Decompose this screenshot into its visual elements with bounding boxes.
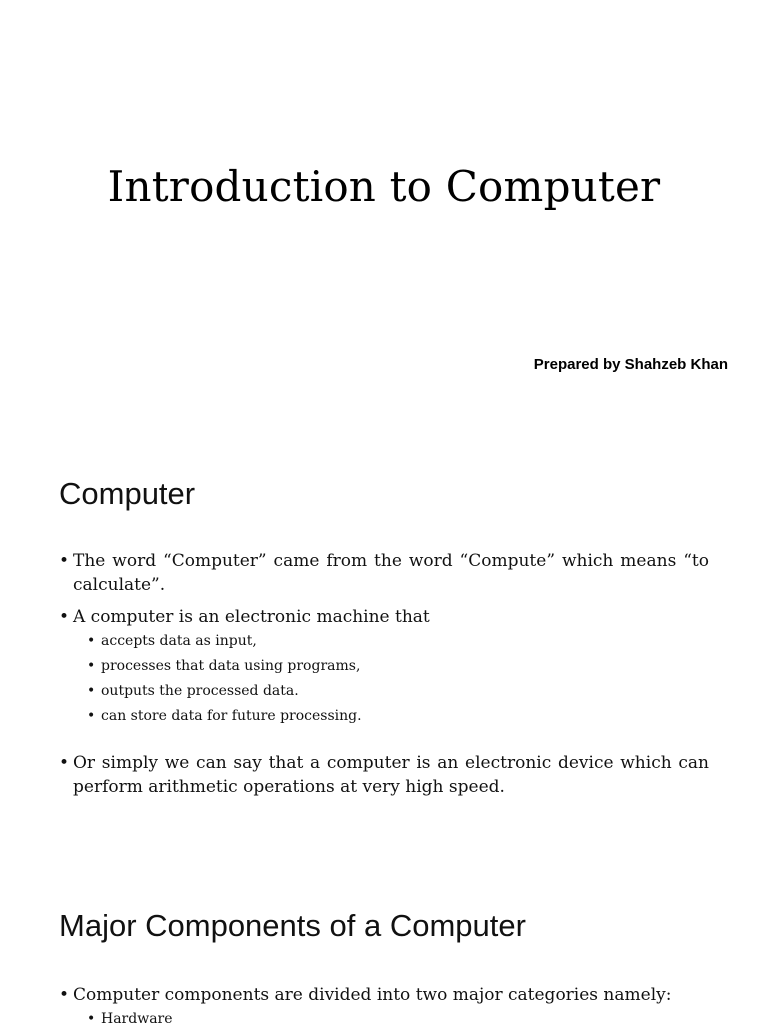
author-credit: Prepared by Shahzeb Khan xyxy=(533,356,728,373)
bullet-item: • A computer is an electronic machine that xyxy=(59,605,709,629)
sub-bullet-item: • Hardware xyxy=(87,1007,709,1032)
slide-heading-components: Major Components of a Computer xyxy=(59,908,526,943)
title-slide xyxy=(0,0,768,420)
bullet-item: • Computer components are divided into two major categories namely: xyxy=(59,983,709,1007)
components-slide xyxy=(0,860,768,1027)
presentation-title: Introduction to Computer xyxy=(107,162,661,211)
sub-bullet-item: • processes that data using programs, xyxy=(87,654,709,679)
bullet-item: • The word “Computer” came from the word “Compute” which means “to calculate”. xyxy=(59,549,709,597)
sub-bullet-item: • can store data for future processing. xyxy=(87,704,709,729)
computer-slide xyxy=(0,420,768,860)
bullet-list xyxy=(59,549,709,799)
bullet-list xyxy=(59,983,709,1032)
sub-bullet-item: • accepts data as input, xyxy=(87,629,709,654)
slide-heading-computer: Computer xyxy=(59,476,196,511)
sub-bullet-item: • outputs the processed data. xyxy=(87,679,709,704)
bullet-item: • Or simply we can say that a computer is an electronic device which can perform arithmetic operations at very high speed. xyxy=(59,751,709,799)
